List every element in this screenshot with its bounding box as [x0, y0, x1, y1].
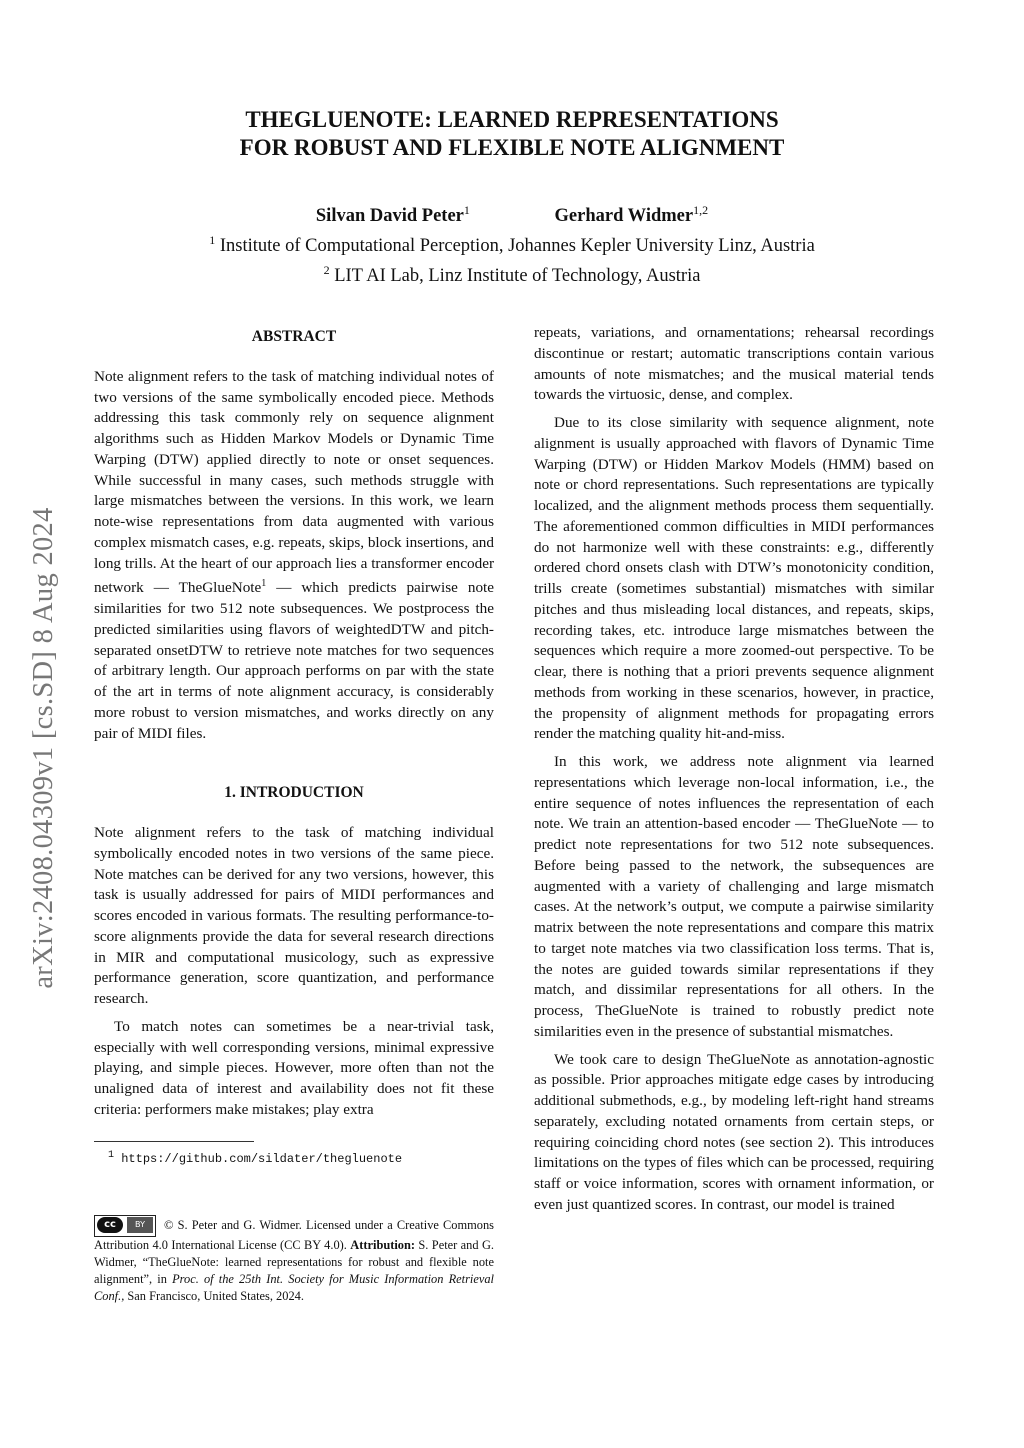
- abstract-heading: ABSTRACT: [251, 328, 337, 345]
- footnote-divider: [94, 1141, 254, 1142]
- author-2: Gerhard Widmer$^{1,2}$: [554, 203, 709, 227]
- author-1: Silvan David Peter$^1$: [315, 203, 470, 227]
- body-paragraph-4: We took care to design TheGlueNote as annotation-agnostic as possible. Prior approaches mitigate edge cases by introducing additional submethods, e.g., by modeling left-right hand streams separately, excluding notated ornaments from certain steps, or requiring coinciding chord notes (see section 2). This introduces limitations on the types of files which can be processed, requiring staff or voice information, scores with ornament information, or even just quantized scores. In contrast, our model is trained: [534, 1050, 934, 1213]
- right-column: [534, 323, 934, 1223]
- body-paragraph-continued: repeats, variations, and ornamentations; rehearsal recordings discontinue or restart; automatic transcriptions contain various amounts of note mismatches; and the musical material tends towards the virtuosic, dense, and complex.: [534, 324, 934, 404]
- body-paragraph-2: Due to its close similarity with sequence alignment, note alignment is usually approached with flavors of Dynamic Time Warping (DTW) or Hidden Markov Models (HMM) based on note or chord representations. Such representations are typically localized, and the alignment methods process them sequentially. The aforementioned common difficulties in MIDI performances do not harmonize well with these constraints: e.g., differently ordered chord onsets clash with DTW’s monotonicity condition, trills create (sometimes substantial) mismatches with similar pitches and thus misleading local distances, and repeats, skips, recording takes, etc. introduce large mismatches between the sequences which require a more zoomed-out perspective. To be clear, there is nothing that a priori prevents sequence alignment methods from working in these scenarios, however, in practice, the propensity of alignment methods for propagating errors render the matching quality hit-and-miss.: [534, 414, 934, 743]
- affiliation-1: $^1$ Institute of Computational Perception, Johannes Kepler University Linz, Austria: [209, 233, 815, 257]
- cc-by-badge-icon: cc BY: [94, 1215, 156, 1237]
- arxiv-sidebar-stamp: [8, 455, 80, 1040]
- footnote-1: $^1$ https://github.com/sildater/thegluenote: [108, 1149, 403, 1166]
- footnote-link[interactable]: https://github.com/sildater/thegluenote: [121, 1151, 403, 1166]
- affiliation-2: $^2$ LIT AI Lab, Linz Institute of Technology, Austria: [323, 263, 701, 287]
- intro-paragraph-2: To match notes can sometimes be a near-trivial task, especially with well corresponding versions, minimal expressive playing, and simple pieces. However, more often than not the unaligned data of interest and availability does not fit these criteria: performers make mistakes; play extra: [94, 1017, 494, 1118]
- license-notice: cc BY © S. Peter and G. Widmer. Licensed under a Creative Commons Attribution 4.0 International License (CC BY 4.0). Attribution: S. Peter and G. Widmer, “TheGlueNote: learned representations for robust and flexible note alignment”, in Proc. of the 25th Int. Society for Music Information Retrieval Conf., San Francisco, United States, 2024.: [94, 1215, 494, 1305]
- title-line-1: THEGLUENOTE: LEARNED REPRESENTATIONS: [245, 107, 779, 132]
- footnote-mark: 1: [261, 578, 267, 590]
- body-paragraph-3: In this work, we address note alignment via learned representations which leverage non-local information, i.e., the entire sequence of notes influences the representation of each note. We train an attention-based encoder — TheGlueNote — to predict note representations for two 512 note subsequences. Before being passed to the network, the subsequences are augmented with a variety of challenging and large mismatch cases. At the network’s output, we compute a pairwise similarity matrix between the note representations and compare this matrix to target note matches via two classification loss terms. That is, the notes are guided towards similar representations if they match, and dissimilar representations for all others. In the process, TheGlueNote is trained to robustly predict note similarities even in the presence of substantial mismatches.: [534, 753, 934, 1040]
- title-line-2: FOR ROBUST AND FLEXIBLE NOTE ALIGNMENT: [239, 135, 785, 160]
- intro-paragraph-1: Note alignment refers to the task of matching individual symbolically encoded notes in two versions of the same piece. Note matches can be derived for any two versions, however, this task is usually addressed for pairs of MIDI performances and scores encoded in various formats. The resulting performance-to-score alignments provide the data for several research directions in MIR and computational musicology, such as expressive performance generation, score quantization, and performance research.: [94, 824, 494, 1008]
- arxiv-id: arXiv:2408.04309v1 [cs.SD] 8 Aug 2024: [28, 506, 59, 989]
- author-block: [0, 198, 1024, 288]
- left-column: [94, 323, 494, 1305]
- author-names: [0, 198, 1024, 228]
- introduction-heading: 1. INTRODUCTION: [224, 784, 364, 802]
- abstract-text: Note alignment refers to the task of matching individual notes of two versions of the same symbolically encoded piece. Methods addressing this task commonly rely on sequence alignment algorithms such as Hidden Markov Models or Dynamic Time Warping (DTW) applied directly to note or onset sequences. While successful in many cases, such methods struggle with large mismatches between the versions. In this work, we learn note-wise representations from data augmented with various complex mismatch cases, e.g. repeats, skips, block insertions, and long trills. At the heart of our approach lies a transformer encoder network — TheGlueNote$^1$ — which predicts pairwise note similarities for two 512 note subsequences. We postprocess the predicted similarities using flavors of weightedDTW and pitch-separated onsetDTW to retrieve note matches for two sequences of arbitrary length. Our approach performs on par with the state of the art in terms of note alignment accuracy, is considerably more robust to version mismatches, and works directly on any pair of MIDI files.: [94, 367, 494, 742]
- paper-title: [0, 106, 1024, 162]
